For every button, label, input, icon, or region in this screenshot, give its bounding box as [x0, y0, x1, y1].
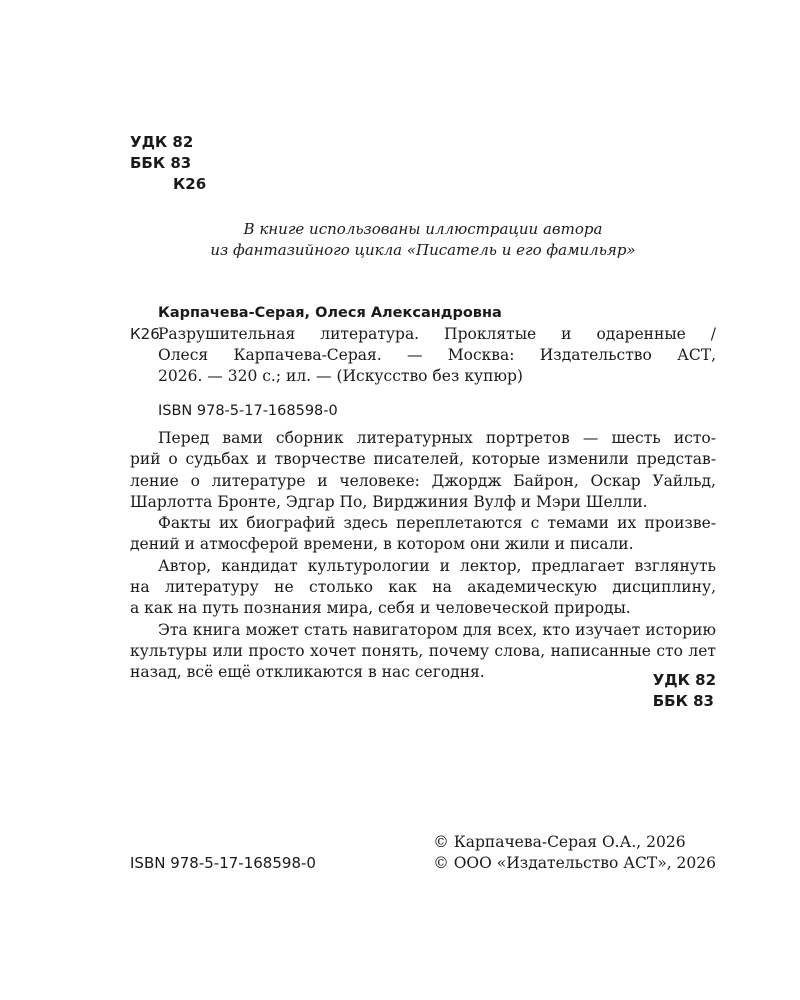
bibliographic-record: [130, 303, 716, 422]
classification-codes-bottom: [653, 670, 716, 712]
annotation-paragraph: [130, 428, 716, 513]
annotation-line: ление о литературе и человеке: Джордж Байрон, Оскар Уайльд,: [130, 471, 716, 490]
udk-code: УДК 82: [652, 671, 716, 689]
annotation-line: а как на путь познания мира, себя и человеческой природы.: [130, 599, 631, 618]
bibliographic-description: [158, 324, 716, 387]
cutter-mark: К26: [130, 325, 160, 343]
description-line: Олеся Карпачева-Серая. — Москва: Издательство АСТ,: [158, 346, 716, 364]
footer-isbn: ISBN 978-5-17-168598-0: [130, 854, 316, 872]
udk-code: УДК 82: [130, 133, 194, 151]
annotation-line: назад, всё ещё откликаются в нас сегодня.: [130, 663, 485, 682]
illustration-note-line: из фантазийного цикла «Писатель и его фамильяр»: [210, 241, 636, 259]
annotation-paragraph: [130, 513, 716, 556]
annotation-line: Шарлотта Бронте, Эдгар По, Вирджиния Вулф и Мэри Шелли.: [130, 492, 648, 511]
annotation-line: Автор, кандидат культурологии и лектор, предлагает взглянуть: [158, 556, 716, 575]
copyright-notices: [433, 832, 716, 874]
annotation-line: рий о судьбах и творчестве писателей, которые изменили представ-: [130, 450, 716, 469]
classification-codes-top: [130, 132, 206, 195]
description-line: Разрушительная литература. Проклятые и одаренные /: [158, 325, 716, 343]
isbn: ISBN 978-5-17-168598-0: [158, 403, 338, 419]
annotation-line: Факты их биографий здесь переплетаются с темами их произве-: [158, 514, 716, 533]
copyright-publisher: © ООО «Издательство АСТ», 2026: [433, 854, 716, 872]
bibliographic-entry: [130, 324, 716, 387]
annotation-paragraph: [130, 556, 716, 620]
annotation: [130, 428, 716, 684]
author-heading: Карпачева-Серая, Олеся Александровна: [158, 305, 502, 321]
annotation-line: Эта книга может стать навигатором для всех, кто изучает историю: [158, 620, 716, 639]
bbk-code: ББК 83: [130, 154, 192, 172]
description-line: 2026. — 320 с.; ил. — (Искусство без купюр): [158, 367, 523, 385]
annotation-paragraph: [130, 620, 716, 684]
annotation-line: дений и атмосферой времени, в котором они жили и писали.: [130, 535, 634, 554]
annotation-line: Перед вами сборник литературных портретов — шесть исто-: [158, 429, 716, 447]
annotation-line: на литературу не столько как на академическую дисциплину,: [130, 578, 716, 597]
illustration-note: [130, 219, 716, 261]
bbk-code: ББК 83: [652, 692, 714, 710]
copyright-author: © Карпачева-Серая О.А., 2026: [433, 833, 686, 851]
illustration-note-line: В книге использованы иллюстрации автора: [243, 220, 603, 238]
annotation-line: культуры или просто хочет понять, почему слова, написанные сто лет: [130, 641, 716, 660]
cutter-code: К26: [173, 175, 207, 193]
